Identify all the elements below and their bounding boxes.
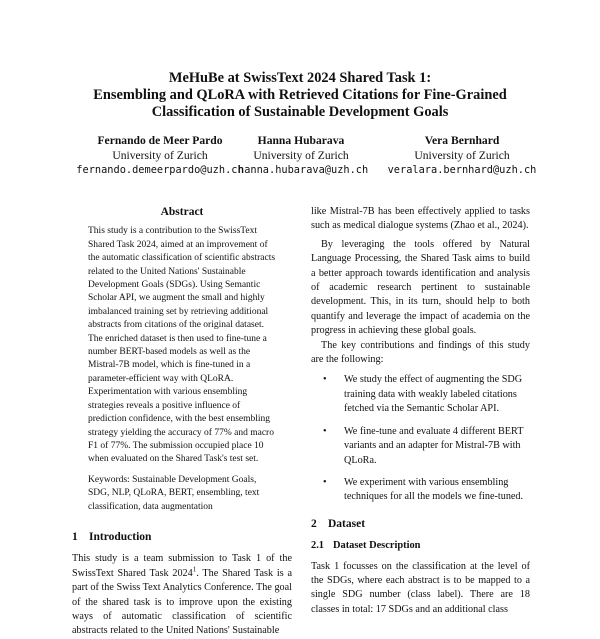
- paragraph-nlp: By leveraging the tools offered by Natural Language Processing, the Shared Task aims to build a better approach towards identification and analysis of academic research pertinent to sustainable development. This, in its turn, should help to both quantify and leverage the impact of academia on the progress in achieving these global goals.: [311, 238, 530, 337]
- author-email: hanna.hubarava@uzh.ch: [238, 164, 369, 176]
- paragraph-contributions-intro: The key contributions and findings of this study are the following:: [311, 339, 530, 366]
- list-item: [311, 373, 530, 416]
- subsection-title: Dataset Description: [333, 540, 421, 552]
- author-affiliation: University of Zurich: [112, 149, 208, 162]
- abstract-text: This study is a contribution to the SwissText Shared Task 2024, aimed at an improvement of the automatic classification of scientific abstracts related to the United Nations' Sustainable Development Goals (SDGs). Using Semantic Scholar API, we augment the small and highly imbalanced training set by retrieving additional abstracts from citations of the original dataset. The enriched dataset is then used to fine-tune a number BERT-based models as well as the Mistral-7B model, which is fine-tuned in a parameter-efficient way with QLoRA. Experimentation with various ensembling strategies reveals a positive influence of prediction confidence, with the best ensembling strategy yielding the accuracy of 77% and macro F1 of 77%. The submission occupied place 10 when evaluated on the Shared Task's test set.: [88, 226, 276, 465]
- section-title: Introduction: [89, 530, 152, 543]
- author-affiliation: University of Zurich: [414, 149, 510, 162]
- author-email: fernando.demeerpardo@uzh.ch: [76, 164, 244, 176]
- footnote-mark[interactable]: 1: [192, 565, 197, 574]
- list-item: [311, 425, 530, 468]
- intro-text-part-1: This study is a team submission to Task 1 of the SwissText Shared Task 2024: [72, 553, 292, 579]
- author-name: Vera Bernhard: [424, 134, 500, 147]
- contributions-list: [311, 373, 530, 504]
- section-title: Dataset: [328, 517, 366, 530]
- abstract-heading: Abstract: [160, 206, 204, 218]
- title-line-3: Classification of Sustainable Development Goals: [151, 104, 449, 120]
- author-name: Fernando de Meer Pardo: [97, 134, 223, 147]
- section-heading-dataset: [311, 517, 530, 531]
- title-line-2: Ensembling and QLoRA with Retrieved Citations for Fine-Grained: [93, 87, 507, 103]
- author-2: [238, 133, 369, 178]
- left-column: [72, 205, 292, 639]
- paper-title: [0, 70, 600, 121]
- continuation-paragraph: like Mistral-7B has been effectively applied to tasks such as medical dialogue systems (Zhao et al., 2024).: [311, 206, 530, 232]
- title-line-1: MeHuBe at SwissText 2024 Shared Task 1:: [168, 70, 432, 86]
- subsection-number: 2.1: [311, 540, 324, 552]
- author-email: veralara.bernhard@uzh.ch: [387, 164, 537, 176]
- author-3: [374, 133, 550, 178]
- intro-paragraph: [72, 552, 292, 638]
- bullet-icon: •: [323, 374, 327, 386]
- list-item-text: We study the effect of augmenting the SDG training data with weakly labeled citations fetched via the Semantic Scholar API.: [344, 374, 523, 415]
- author-affiliation: University of Zurich: [253, 149, 349, 162]
- section-number: 2: [311, 517, 317, 530]
- list-item: [311, 476, 530, 505]
- dataset-paragraph: Task 1 focusses on the classification at the level of the SDGs, where each abstract is to be mapped to a single SDG number (class label). There are 18 classes in total: 17 SDGs and an additional class: [311, 560, 530, 615]
- bullet-icon: •: [323, 425, 327, 437]
- list-item-text: We experiment with various ensembling techniques for all the models we fine-tuned.: [344, 476, 524, 503]
- right-column: [311, 205, 530, 617]
- intro-text-part-2: . The Shared Task is a part of the Swiss Text Analytics Conference. The goal of the shared task is to improve upon the existing ways of automatic classification of scientific abstracts related to the United Nations' Sustainable: [72, 567, 293, 637]
- bullet-icon: •: [323, 476, 327, 488]
- subsection-heading-dataset-description: [311, 539, 530, 553]
- section-heading-introduction: [72, 530, 292, 544]
- keywords: Keywords: Sustainable Development Goals, SDG, NLP, QLoRA, BERT, ensembling, text classification, data augmentation: [88, 474, 260, 512]
- list-item-text: We fine-tune and evaluate 4 different BERT variants and an adapter for Mistral-7B with QLoRa.: [344, 425, 524, 466]
- section-number: 1: [72, 530, 78, 543]
- author-1: [55, 133, 265, 178]
- author-name: Hanna Hubarava: [257, 134, 345, 147]
